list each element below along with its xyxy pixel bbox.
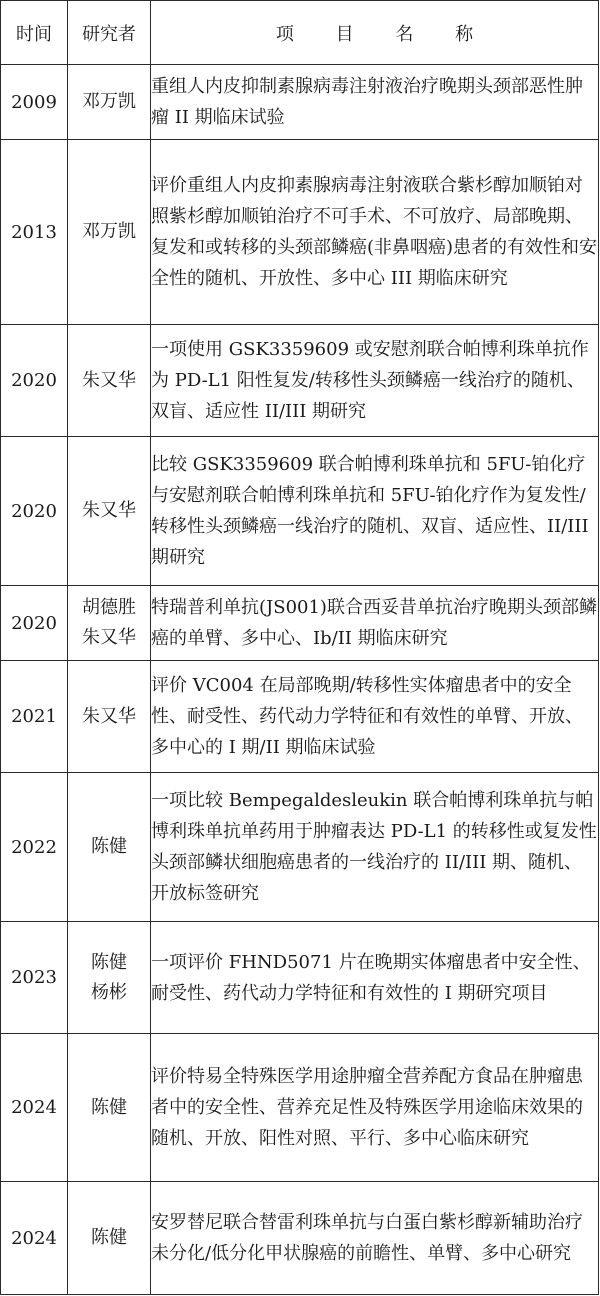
header-researcher: 研究者 (68, 1, 151, 65)
researcher-name: 朱又华 (82, 500, 136, 521)
researcher-cell (68, 1034, 151, 1182)
researcher-cell (68, 140, 151, 325)
researcher-name: 杨彬 (91, 981, 127, 1003)
project-cell: 评价 VC004 在局部晚期/转移性实体瘤患者中的安全性、耐受性、药代动力学特征和有效性的单臂、开放、多中心的 I 期/II 期临床试验 (151, 661, 599, 773)
researcher-cell (68, 661, 151, 773)
project-cell: 一项比较 Bempegaldesleukin 联合帕博利珠单抗与帕博利珠单抗单药用于肿瘤表达 PD-L1 的转移性或复发性头颈部鳞状细胞癌患者的一线治疗的 II/III 期、随机、开放标签研究 (151, 773, 599, 922)
researcher-cell (68, 773, 151, 922)
project-cell: 一项使用 GSK3359609 或安慰剂联合帕博利珠单抗作为 PD-L1 阳性复发/转移性头颈鳞癌一线治疗的随机、双盲、适应性 II/III 期研究 (151, 325, 599, 437)
year-cell: 2021 (1, 661, 68, 773)
table-row (1, 773, 599, 922)
table-row (1, 1182, 599, 1295)
researcher-cell (68, 922, 151, 1034)
researcher-name: 陈健 (91, 1227, 127, 1248)
project-cell: 比较 GSK3359609 联合帕博利珠单抗和 5FU-铂化疗与安慰剂联合帕博利珠单抗和 5FU-铂化疗作为复发性/转移性头颈鳞癌一线治疗的随机、双盲、适应性、II/III 期研究 (151, 437, 599, 586)
researcher-name: 邓万凯 (82, 221, 136, 242)
project-cell: 一项评价 FHND5071 片在晚期实体瘤患者中安全性、耐受性、药代动力学特征和有效性的 I 期研究项目 (151, 922, 599, 1034)
project-cell: 评价特易全特殊医学用途肿瘤全营养配方食品在肿瘤患者中的安全性、营养充足性及特殊医学用途临床效果的随机、开放、阳性对照、平行、多中心临床研究 (151, 1034, 599, 1182)
project-cell: 安罗替尼联合替雷利珠单抗与白蛋白紫杉醇新辅助治疗未分化/低分化甲状腺癌的前瞻性、单臂、多中心研究 (151, 1182, 599, 1295)
header-year: 时间 (1, 1, 68, 65)
researcher-cell (68, 325, 151, 437)
year-cell: 2022 (1, 773, 68, 922)
year-cell: 2020 (1, 437, 68, 586)
researcher-name: 朱又华 (82, 369, 136, 391)
researcher-name: 陈健 (91, 836, 127, 857)
table-row (1, 437, 599, 586)
year-cell: 2024 (1, 1182, 68, 1295)
header-project: 项 目 名 称 (151, 1, 599, 65)
year-cell: 2009 (1, 65, 68, 140)
table-row (1, 922, 599, 1034)
researcher-name: 陈健 (91, 1096, 127, 1118)
project-cell: 评价重组人内皮抑素腺病毒注射液联合紫杉醇加顺铂对照紫杉醇加顺铂治疗不可手术、不可放疗、局部晚期、复发和或转移的头颈部鳞癌(非鼻咽癌)患者的有效性和安全性的随机、开放性、多中心 III 期临床研究 (151, 140, 599, 325)
header-row (1, 1, 599, 65)
year-cell: 2020 (1, 325, 68, 437)
researcher-cell (68, 1182, 151, 1295)
year-cell: 2023 (1, 922, 68, 1034)
researcher-name: 邓万凯 (82, 91, 136, 112)
researcher-name: 朱又华 (82, 705, 136, 727)
researcher-name: 陈健 (91, 951, 127, 973)
researcher-name: 胡德胜 (82, 597, 136, 618)
table-row (1, 661, 599, 773)
year-cell: 2020 (1, 586, 68, 661)
table-row (1, 65, 599, 140)
researcher-cell (68, 65, 151, 140)
researcher-cell (68, 437, 151, 586)
table-row (1, 586, 599, 661)
table-row (1, 325, 599, 437)
researcher-name: 朱又华 (82, 627, 136, 648)
year-cell: 2024 (1, 1034, 68, 1182)
table-row (1, 1034, 599, 1182)
project-cell: 重组人内皮抑制素腺病毒注射液治疗晚期头颈部恶性肿瘤 II 期临床试验 (151, 65, 599, 140)
researcher-cell (68, 586, 151, 661)
table-row (1, 140, 599, 325)
project-cell: 特瑞普利单抗(JS001)联合西妥昔单抗治疗晚期头颈部鳞癌的单臂、多中心、Ib/II 期临床研究 (151, 586, 599, 661)
year-cell: 2013 (1, 140, 68, 325)
